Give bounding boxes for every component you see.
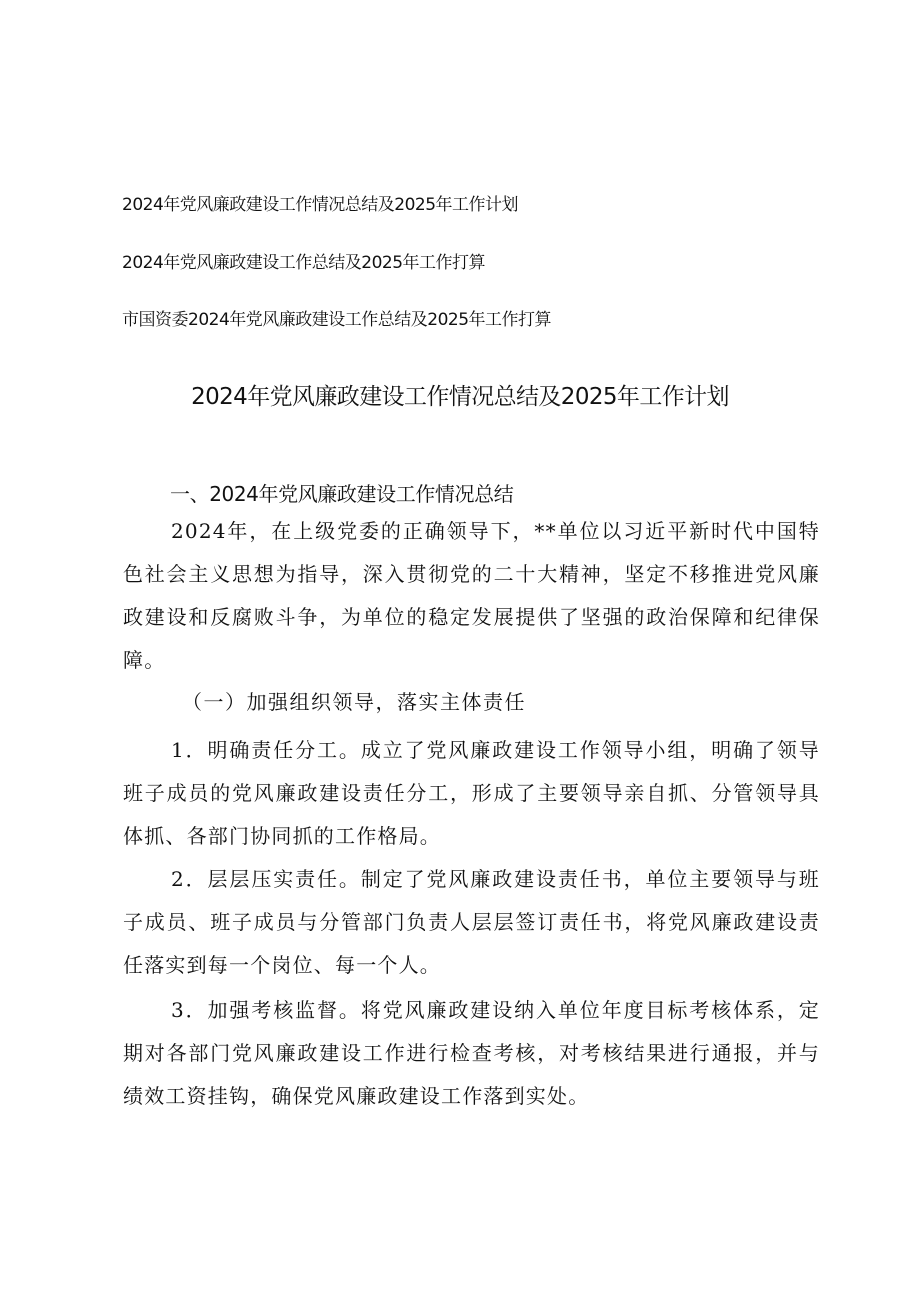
document-title: 2024年党风廉政建设工作情况总结及2025年工作计划 xyxy=(191,384,729,410)
toc-entry-1: 2024年党风廉政建设工作情况总结及2025年工作计划 xyxy=(122,195,519,215)
list-item-3: 3．加强考核监督。将党风廉政建设纳入单位年度目标考核体系，定期对各部门党风廉政建设工作进行检查考核，对考核结果进行通报，并与绩效工资挂钩，确保党风廉政建设工作落到实处。 xyxy=(123,998,820,1108)
toc-entry-2: 2024年党风廉政建设工作总结及2025年工作打算 xyxy=(122,253,486,273)
list-item-1: 1．明确责任分工。成立了党风廉政建设工作领导小组，明确了领导班子成员的党风廉政建设责任分工，形成了主要领导亲自抓、分管领导具体抓、各部门协同抓的工作格局。 xyxy=(123,738,820,848)
intro-paragraph: 2024年，在上级党委的正确领导下，**单位以习近平新时代中国特色社会主义思想为指导，深入贯彻党的二十大精神，坚定不移推进党风廉政建设和反腐败斗争，为单位的稳定发展提供了坚强的政治保障和纪律保障。 xyxy=(123,519,820,672)
sub-heading: （一）加强组织领导，落实主体责任 xyxy=(182,690,526,714)
section-heading: 一、2024年党风廉政建设工作情况总结 xyxy=(170,482,514,506)
list-item-2: 2．层层压实责任。制定了党风廉政建设责任书，单位主要领导与班子成员、班子成员与分管部门负责人层层签订责任书，将党风廉政建设责任落实到每一个岗位、每一个人。 xyxy=(123,867,820,977)
toc-entry-3: 市国资委2024年党风廉政建设工作总结及2025年工作打算 xyxy=(122,310,552,330)
